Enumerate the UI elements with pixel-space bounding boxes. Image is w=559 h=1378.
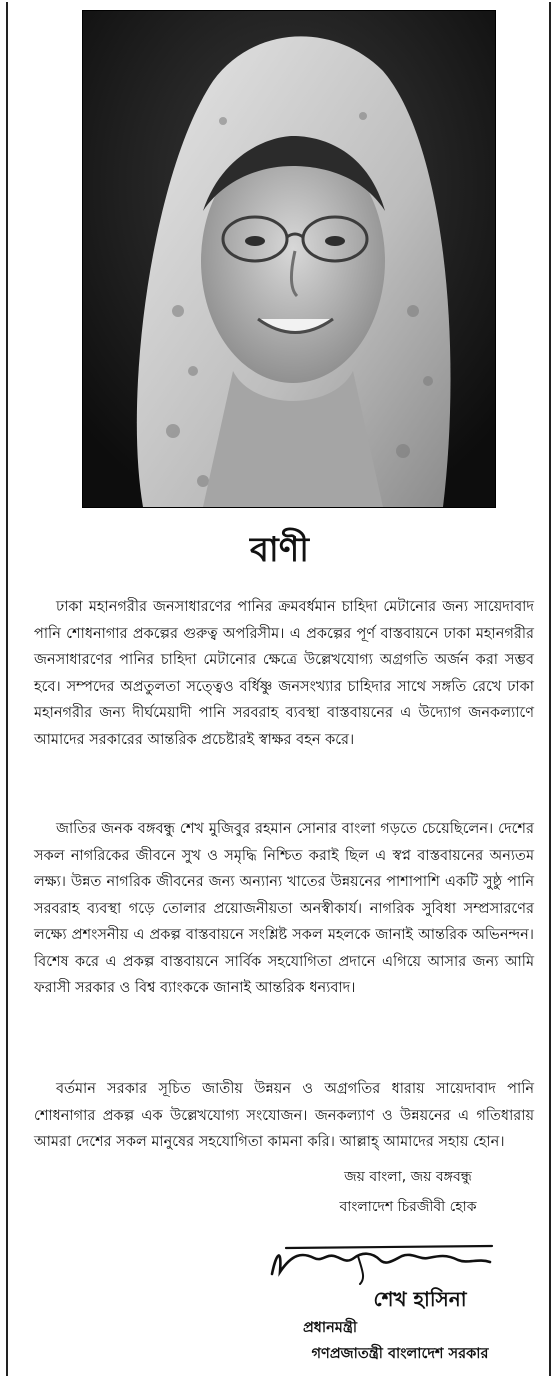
message-paragraph-2: জাতির জনক বঙ্গবন্ধু শেখ মুজিবুর রহমান সোনার বাংলা গড়তে চেয়েছিলেন। দেশের সকল নাগরিকের জীবনে সুখ ও সমৃদ্ধি নিশ্চিত করাই ছিল এ স্বপ্ন বাস্তবায়নের অন্যতম লক্ষ্য। উন্নত নাগরিক জীবনের জন্য অন্যান্য খাতের উন্নয়নের পাশাপাশি একটি সুষ্ঠু পানি সরবরাহ ব্যবস্থা গড়ে তোলার প্রয়োজনীয়তা অনস্বীকার্য। নাগরিক সুবিধা সম্প্রসারণের লক্ষ্যে প্রশংসনীয় এ প্রকল্প বাস্তবায়নে সংশ্লিষ্ট সকল মহলকে জানাই আন্তরিক অভিনন্দন। বিশেষ করে এ প্রকল্প বাস্তবায়নে সার্বিক সহযোগিতা প্রদানে এগিয়ে আসার জন্য আমি ফরাসী সরকার ও বিশ্ব ব্যাংককে জানাই আন্তরিক ধন্যবাদ। (34, 821, 534, 996)
message-paragraph-1: ঢাকা মহানগরীর জনসাধারণের পানির ক্রমবর্ধমান চাহিদা মেটানোর জন্য সায়েদাবাদ পানি শোধনাগার প্রকল্পের গুরুত্ব অপরিসীম। এ প্রকল্পের পূর্ণ বাস্তবায়নে ঢাকা মহানগরীর জনসাধারণের পানির চাহিদা মেটানোর ক্ষেত্রে উল্লেখযোগ্য অগ্রগতি অর্জন করা সম্ভব হবে। সম্পদের অপ্রতুলতা সত্ত্বেও বর্ধিষ্ণু জনসংখ্যার চাহিদার সাথে সঙ্গতি রেখে ঢাকা মহানগরীর জন্য দীর্ঘমেয়াদী পানি সরবরাহ ব্যবস্থা বাস্তবায়নের এ উদ্যোগ জনকল্যাণে আমাদের সরকারের আন্তরিক প্রচেষ্টারই স্বাক্ষর বহন করে। (34, 599, 534, 748)
portrait-photo (82, 10, 496, 508)
message-paragraph-3: বর্তমান সরকার সূচিত জাতীয় উন্নয়ন ও অগ্রগতির ধারায় সায়েদাবাদ পানি শোধনাগার প্রকল্প এক উল্লেখযোগ্য সংযোজন। জনকল্যাণ ও উন্নয়নের এ গতিধারায় আমরা দেশের সকল মানুষের সহযোগিতা কামনা করি। আল্লাহ্ আমাদের সহায় হোন। (34, 1081, 534, 1150)
portrait-illustration (83, 11, 495, 507)
signatory-name: শেখ হাসিনা (373, 1287, 467, 1311)
handwritten-signature (262, 1234, 502, 1290)
signatory-organization: গণপ্রজাতন্ত্রী বাংলাদেশ সরকার (311, 1346, 489, 1362)
closing-slogan-2: বাংলাদেশ চিরজীবী হোক (339, 1199, 477, 1215)
closing-slogan-1: জয় বাংলা, জয় বঙ্গবন্ধু (344, 1169, 472, 1185)
heading-message: বাণী (249, 530, 310, 570)
signatory-title: প্রধানমন্ত্রী (302, 1320, 358, 1336)
